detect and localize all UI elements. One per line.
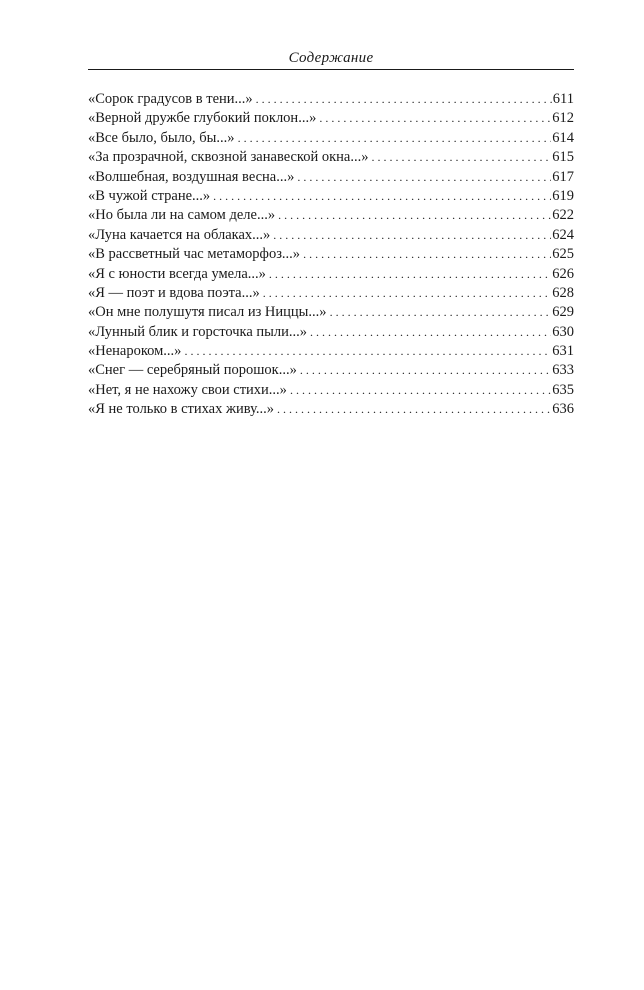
toc-entry	[88, 284, 574, 303]
toc-entry	[88, 187, 574, 206]
toc-entry-title: «Я с юности всегда умела...»	[88, 265, 266, 282]
dot-leader	[297, 168, 551, 187]
dot-leader	[310, 323, 551, 342]
toc-entry-page: 617	[552, 168, 574, 185]
dot-leader	[277, 400, 551, 419]
dot-leader	[184, 342, 551, 361]
toc-entry	[88, 90, 574, 109]
toc-entry-page: 628	[552, 284, 574, 301]
toc-entry-title: «Но была ли на самом деле...»	[88, 207, 276, 224]
toc-entry-title: «Я не только в стихах живу...»	[88, 401, 275, 418]
dot-leader	[303, 245, 551, 264]
toc-entry-page: 631	[552, 343, 574, 360]
toc-entry	[88, 245, 574, 264]
header-rule	[88, 69, 574, 70]
toc-entry-page: 612	[552, 110, 574, 127]
toc-entry	[88, 168, 574, 187]
toc-entry-title: «Я — поэт и вдова поэта...»	[88, 284, 260, 301]
toc-entry-page: 636	[552, 401, 574, 418]
toc-entry	[88, 129, 574, 148]
toc-entry-title: «Луна качается на облаках...»	[88, 226, 271, 243]
toc-entry	[88, 400, 574, 419]
toc-entry	[88, 148, 574, 167]
dot-leader	[290, 381, 551, 400]
toc-entry-page: 622	[552, 207, 574, 224]
dot-leader	[300, 361, 551, 380]
dot-leader	[330, 303, 552, 322]
toc-entry	[88, 361, 574, 380]
toc-entry-page: 635	[552, 381, 574, 398]
dot-leader	[213, 187, 551, 206]
toc-entry-title: «В чужой стране...»	[88, 187, 211, 204]
dot-leader	[319, 109, 551, 128]
toc-entry-title: «Снег — серебряный порошок...»	[88, 362, 297, 379]
toc-entry-page: 629	[552, 304, 574, 321]
toc-entry-title: «Ненароком...»	[88, 343, 182, 360]
toc-entry-page: 633	[552, 362, 574, 379]
toc-entry	[88, 206, 574, 225]
running-head: Содержание	[288, 50, 374, 66]
dot-leader	[273, 226, 551, 245]
toc-entry-title: «Он мне полушутя писал из Ниццы...»	[88, 304, 327, 321]
toc-entry	[88, 381, 574, 400]
toc-entry	[88, 342, 574, 361]
toc-entry	[88, 265, 574, 284]
toc-entry-page: 614	[552, 129, 574, 146]
toc-entry	[88, 323, 574, 342]
toc-entry-page: 619	[552, 187, 574, 204]
toc-entry	[88, 303, 574, 322]
toc-entry-title: «Сорок градусов в тени...»	[88, 91, 253, 107]
toc-entry-page: 626	[552, 265, 574, 282]
table-of-contents	[88, 90, 574, 420]
toc-entry-title: «Нет, я не нахожу свои стихи...»	[88, 381, 287, 398]
dot-leader	[269, 265, 551, 284]
toc-entry-title: «Волшебная, воздушная весна...»	[88, 168, 295, 185]
toc-entry-page: 625	[552, 246, 574, 263]
toc-entry-title: «Все было, было, бы...»	[88, 129, 235, 146]
toc-entry	[88, 226, 574, 245]
toc-entry	[88, 109, 574, 128]
toc-entry-page: 615	[552, 149, 574, 166]
toc-entry-page: 630	[552, 323, 574, 340]
toc-entry-page: 611	[552, 91, 574, 107]
dot-leader	[238, 129, 552, 148]
toc-entry-title: «Верной дружбе глубокий поклон...»	[88, 110, 317, 127]
dot-leader	[263, 284, 552, 303]
dot-leader	[372, 148, 552, 167]
toc-entry-title: «Лунный блик и горсточка пыли...»	[88, 323, 308, 340]
dot-leader	[278, 206, 551, 225]
toc-entry-title: «За прозрачной, сквозной занавеской окна...»	[88, 149, 369, 166]
dot-leader	[256, 90, 552, 109]
toc-entry-title: «В рассветный час метаморфоз...»	[88, 246, 301, 263]
toc-entry-page: 624	[552, 226, 574, 243]
